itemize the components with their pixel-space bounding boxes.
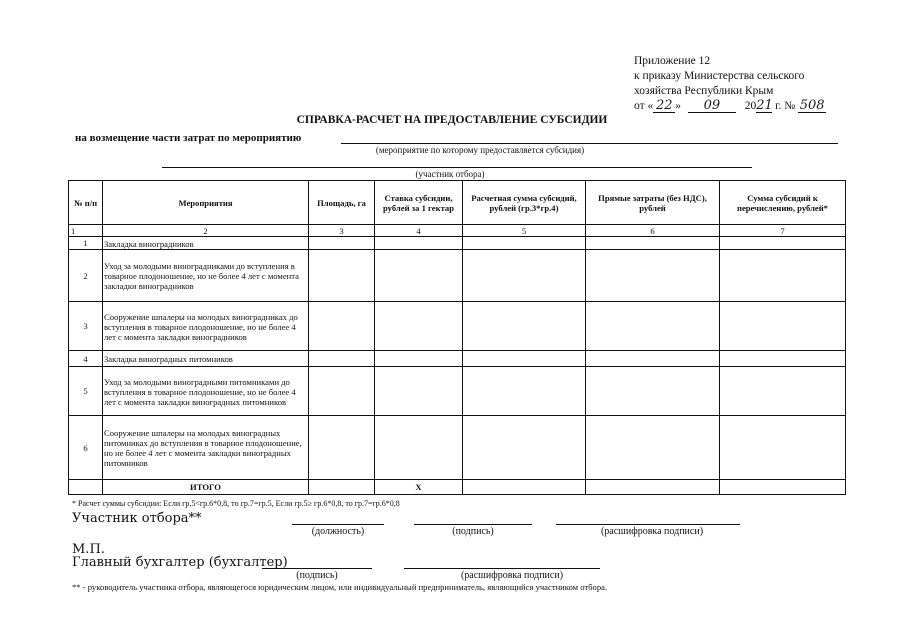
subject-label: на возмещение части затрат по мероприятию	[75, 132, 302, 144]
total-area[interactable]	[309, 480, 375, 495]
total-rate-mark: Х	[375, 480, 463, 495]
total-transfer-sum[interactable]	[720, 480, 846, 495]
cell-calc-sum[interactable]	[463, 416, 586, 480]
row-activity: Сооружение шпалеры на молодых виноградниках до вступления в товарное плодоношение, но не более 4 лет с момента закладки виноградников	[103, 302, 309, 351]
footnote: ** - руководитель участника отбора, являющегося юридическим лицом, или индивидуальный предприниматель, являющийся участником отбора.	[72, 582, 608, 592]
col-index: 4	[375, 225, 463, 237]
cell-transfer-sum[interactable]	[720, 351, 846, 367]
date-mid: »	[675, 100, 681, 112]
row-activity: Уход за молодыми виноградниками до вступления в товарное плодоношение, но не более 4 лет с момента закладки виноградников	[103, 250, 309, 302]
cell-direct-costs[interactable]	[586, 416, 720, 480]
cell-direct-costs[interactable]	[586, 351, 720, 367]
cell-transfer-sum[interactable]	[720, 250, 846, 302]
header-num: № п/п	[69, 181, 103, 225]
appendix-block	[634, 54, 826, 114]
cell-direct-costs[interactable]	[586, 367, 720, 416]
acc-decipher-hint: (расшифровка подписи)	[460, 570, 564, 581]
cell-rate[interactable]	[375, 351, 463, 367]
acc-signature-line[interactable]	[262, 568, 372, 569]
cell-area[interactable]	[309, 250, 375, 302]
subject-underline	[341, 143, 838, 144]
cell-rate[interactable]	[375, 416, 463, 480]
cell-area[interactable]	[309, 237, 375, 250]
cell-rate[interactable]	[375, 302, 463, 351]
table-row	[69, 237, 846, 250]
cell-rate[interactable]	[375, 250, 463, 302]
table-row	[69, 250, 846, 302]
position-line[interactable]	[292, 524, 384, 525]
table-row	[69, 416, 846, 480]
header-transfer-sum: Сумма субсидий к перечислению, рублей*	[720, 181, 846, 225]
cell-calc-sum[interactable]	[463, 237, 586, 250]
cell-direct-costs[interactable]	[586, 237, 720, 250]
header-rate: Ставка субсидии, рублей за 1 гектар	[375, 181, 463, 225]
position-hint: (должность)	[311, 526, 365, 537]
cell-calc-sum[interactable]	[463, 367, 586, 416]
col-index: 1	[69, 225, 103, 237]
stamp-place: М.П.	[72, 542, 105, 557]
document-title: СПРАВКА-РАСЧЕТ НА ПРЕДОСТАВЛЕНИЕ СУБСИДИИ	[296, 114, 608, 126]
total-num-cell	[69, 480, 103, 495]
year-prefix: 20	[744, 100, 757, 112]
cell-area[interactable]	[309, 351, 375, 367]
cell-calc-sum[interactable]	[463, 302, 586, 351]
appendix-date-line	[634, 99, 826, 114]
total-label: ИТОГО	[103, 480, 309, 495]
table-header-row	[69, 181, 846, 225]
row-activity: Закладка виноградников	[103, 237, 309, 250]
cell-area[interactable]	[309, 367, 375, 416]
cell-area[interactable]	[309, 302, 375, 351]
table-row	[69, 367, 846, 416]
row-num: 3	[69, 302, 103, 351]
col-index: 3	[309, 225, 375, 237]
participant-hint: (участник отбора)	[415, 169, 485, 179]
total-row	[69, 480, 846, 495]
signature-hint: (подпись)	[452, 526, 494, 537]
cell-rate[interactable]	[375, 367, 463, 416]
header-area: Площадь, га	[309, 181, 375, 225]
header-calc-sum: Расчетная сумма субсидий, рублей (гр.3*гр.4)	[463, 181, 586, 225]
cell-transfer-sum[interactable]	[720, 237, 846, 250]
date-day: 22	[653, 99, 675, 113]
participant-underline	[162, 167, 752, 168]
order-number: 508	[799, 98, 825, 113]
cell-calc-sum[interactable]	[463, 351, 586, 367]
cell-area[interactable]	[309, 416, 375, 480]
row-activity: Закладка виноградных питомников	[103, 351, 309, 367]
decipher-line[interactable]	[556, 524, 740, 525]
participant-signature-label: Участник отбора**	[72, 511, 202, 526]
acc-decipher-line[interactable]	[404, 568, 600, 569]
col-index: 5	[463, 225, 586, 237]
col-index: 6	[586, 225, 720, 237]
appendix-line-3: хозяйства Республики Крым	[634, 85, 774, 97]
total-direct-costs[interactable]	[586, 480, 720, 495]
decipher-hint: (расшифровка подписи)	[600, 526, 704, 537]
subsidy-table	[68, 180, 846, 495]
row-activity: Уход за молодыми виноградными питомниками до вступления в товарное плодоношение, но не более 4 лет с момента закладки виноградных питомников	[103, 367, 309, 416]
date-month: 09	[688, 99, 736, 113]
calculation-note: * Расчет суммы субсидии: Если гр.5<гр.6*0,8, то гр.7=гр.5, Если гр.5≥ гр.6*0,8, то гр.7=гр.6*0,8	[72, 499, 400, 508]
row-num: 5	[69, 367, 103, 416]
row-num: 1	[69, 237, 103, 250]
cell-rate[interactable]	[375, 237, 463, 250]
total-calc-sum[interactable]	[463, 480, 586, 495]
header-activity: Мероприятия	[103, 181, 309, 225]
appendix-line-1: Приложение 12	[634, 55, 711, 67]
table-row	[69, 302, 846, 351]
year-suffix: 21	[756, 98, 773, 113]
row-num: 2	[69, 250, 103, 302]
year-end: г. №	[772, 100, 796, 112]
row-num: 4	[69, 351, 103, 367]
acc-signature-hint: (подпись)	[296, 570, 338, 581]
row-num: 6	[69, 416, 103, 480]
cell-transfer-sum[interactable]	[720, 367, 846, 416]
appendix-line-2: к приказу Министерства сельского	[634, 70, 805, 82]
cell-calc-sum[interactable]	[463, 250, 586, 302]
cell-direct-costs[interactable]	[586, 302, 720, 351]
table-row	[69, 351, 846, 367]
cell-direct-costs[interactable]	[586, 250, 720, 302]
date-prefix: от «	[634, 100, 654, 112]
accountant-signature-label: Главный бухгалтер (бухгалтер)	[72, 555, 288, 570]
cell-transfer-sum[interactable]	[720, 416, 846, 480]
row-activity: Сооружение шпалеры на молодых виноградных питомниках до вступления в товарное плодоношение, но не более 4 лет с момента закладки виноградных питомников	[103, 416, 309, 480]
cell-transfer-sum[interactable]	[720, 302, 846, 351]
subject-hint: (мероприятие по которому предоставляется субсидия)	[375, 145, 585, 155]
column-index-row	[69, 225, 846, 237]
col-index: 7	[720, 225, 846, 237]
header-direct-costs: Прямые затраты (без НДС), рублей	[586, 181, 720, 225]
col-index: 2	[103, 225, 309, 237]
signature-line[interactable]	[414, 524, 532, 525]
